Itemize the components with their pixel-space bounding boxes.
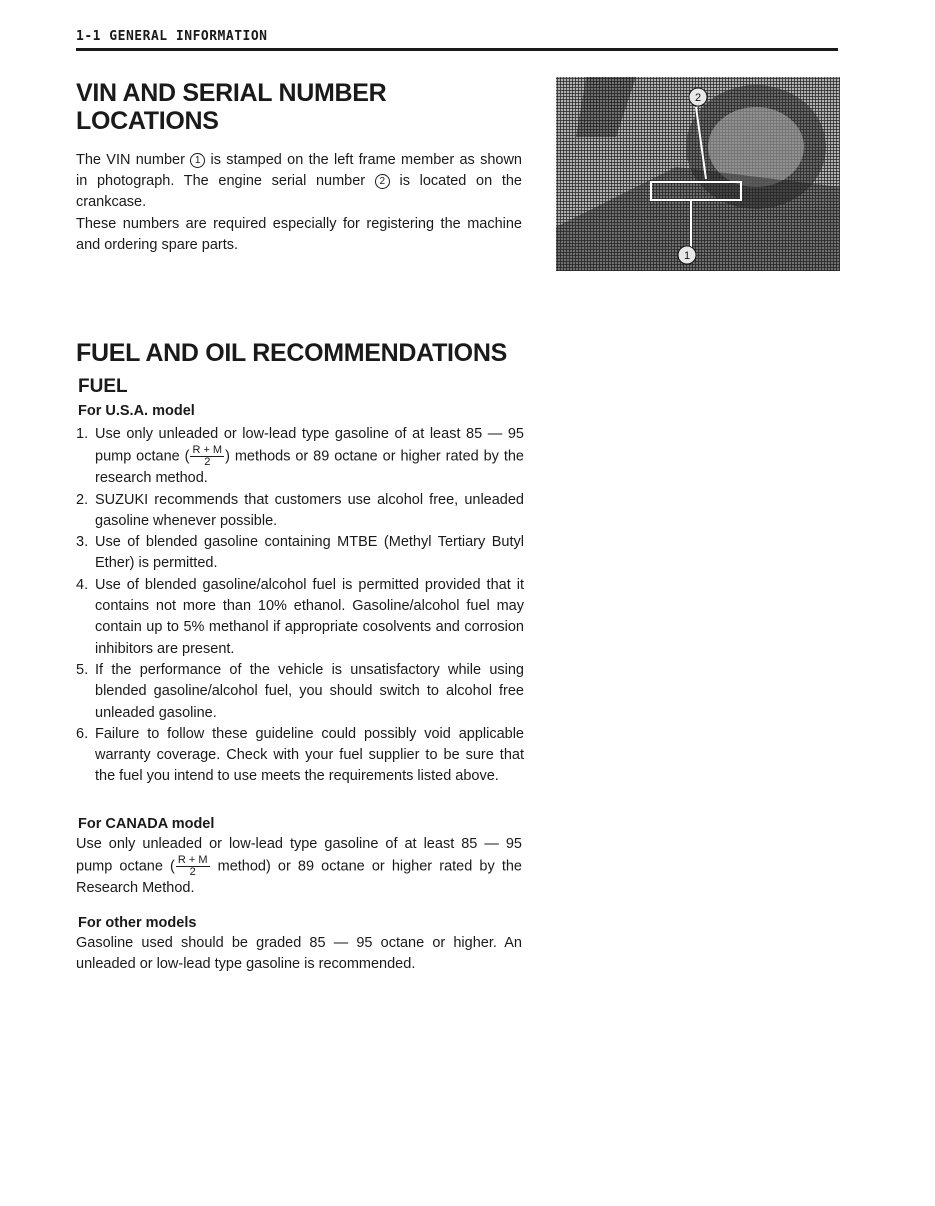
item-text: SUZUKI recommends that customers use alcohol free, unleaded gasoline whenever possible. [95, 491, 524, 529]
item-text: Use of blended gasoline/alcohol fuel is permitted provided that it contains not more than 10% ethanol. Gasoline/alcohol fuel may contain up to 5% methanol if appropriate cosolvents and corrosion inhibitors are present. [95, 576, 524, 657]
octane-fraction: $\frac{R + M}{2}$ [192, 444, 223, 469]
list-number: 3. [76, 534, 89, 551]
item-text: If the performance of the vehicle is unsatisfactory while using blended gasoline/alcohol fuel, you should switch to alcohol free unleaded gasoline. [95, 661, 524, 721]
usa-heading: For U.S.A. model [78, 403, 195, 419]
vin-paragraph-2: These numbers are required especially for registering the machine and ordering spare parts. [76, 216, 522, 254]
list-number: 4. [76, 576, 89, 593]
page-header [76, 28, 838, 51]
vin-marker-1: 1 [190, 153, 205, 168]
other-paragraph: Gasoline used should be graded 85 — 95 octane or higher. An unleaded or low-lead type gasoline is recommended. [76, 935, 522, 973]
canada-text-a: Use only unleaded or low-lead type gasoline of at least 85 — 95 pump octane ( [76, 836, 522, 875]
list-item [76, 424, 524, 490]
canada-text-b: method) or 89 octane or higher rated by the Research Method. [76, 858, 522, 897]
list-number: 2. [76, 491, 89, 508]
vin-text-a: The VIN number [76, 152, 191, 168]
canada-paragraph [76, 834, 522, 899]
vin-paragraph [76, 150, 522, 214]
vin-location-photo [556, 77, 840, 271]
vin-title-line1: VIN AND SERIAL NUMBER [76, 79, 387, 107]
list-item [76, 490, 524, 533]
item-text-a: Use only unleaded or low-lead type gasoline of at least 85 — 95 pump octane ( [95, 426, 524, 465]
fuel-oil-title: FUEL AND OIL RECOMMENDATIONS [76, 339, 507, 367]
photo-label-1: 1 [683, 250, 691, 262]
list-item [76, 532, 524, 575]
list-number: 6. [76, 725, 89, 742]
other-heading: For other models [78, 915, 197, 931]
item-text: Failure to follow these guideline could possibly void applicable warranty coverage. Check with your fuel supplier to be sure that the fuel you intend to use meets the requirements listed above. [95, 725, 524, 785]
fuel-subtitle: FUEL [78, 376, 128, 397]
list-item [76, 575, 524, 660]
list-item [76, 724, 524, 788]
item-text-b: ) methods or 89 octane or higher rated by the research method. [95, 448, 524, 487]
octane-fraction: $\frac{R + M}{2}$ [177, 854, 208, 879]
vin-marker-2: 2 [375, 174, 390, 189]
vin-text-b: is stamped on the left frame member as shown in photograph. The engine serial number [76, 152, 522, 190]
list-number: 1. [76, 426, 89, 442]
photo-illustration [556, 77, 840, 271]
list-item [76, 660, 524, 724]
usa-fuel-list [76, 424, 524, 788]
list-number: 5. [76, 661, 89, 678]
vin-title-line2: LOCATIONS [76, 107, 219, 135]
photo-label-2: 2 [694, 92, 702, 104]
header-text: 1-1 GENERAL INFORMATION [76, 29, 268, 44]
item-text: Use of blended gasoline containing MTBE (Methyl Tertiary Butyl Ether) is permitted. [95, 534, 524, 572]
canada-heading: For CANADA model [78, 816, 215, 832]
vin-text-c: is located on the crankcase. [76, 173, 522, 211]
